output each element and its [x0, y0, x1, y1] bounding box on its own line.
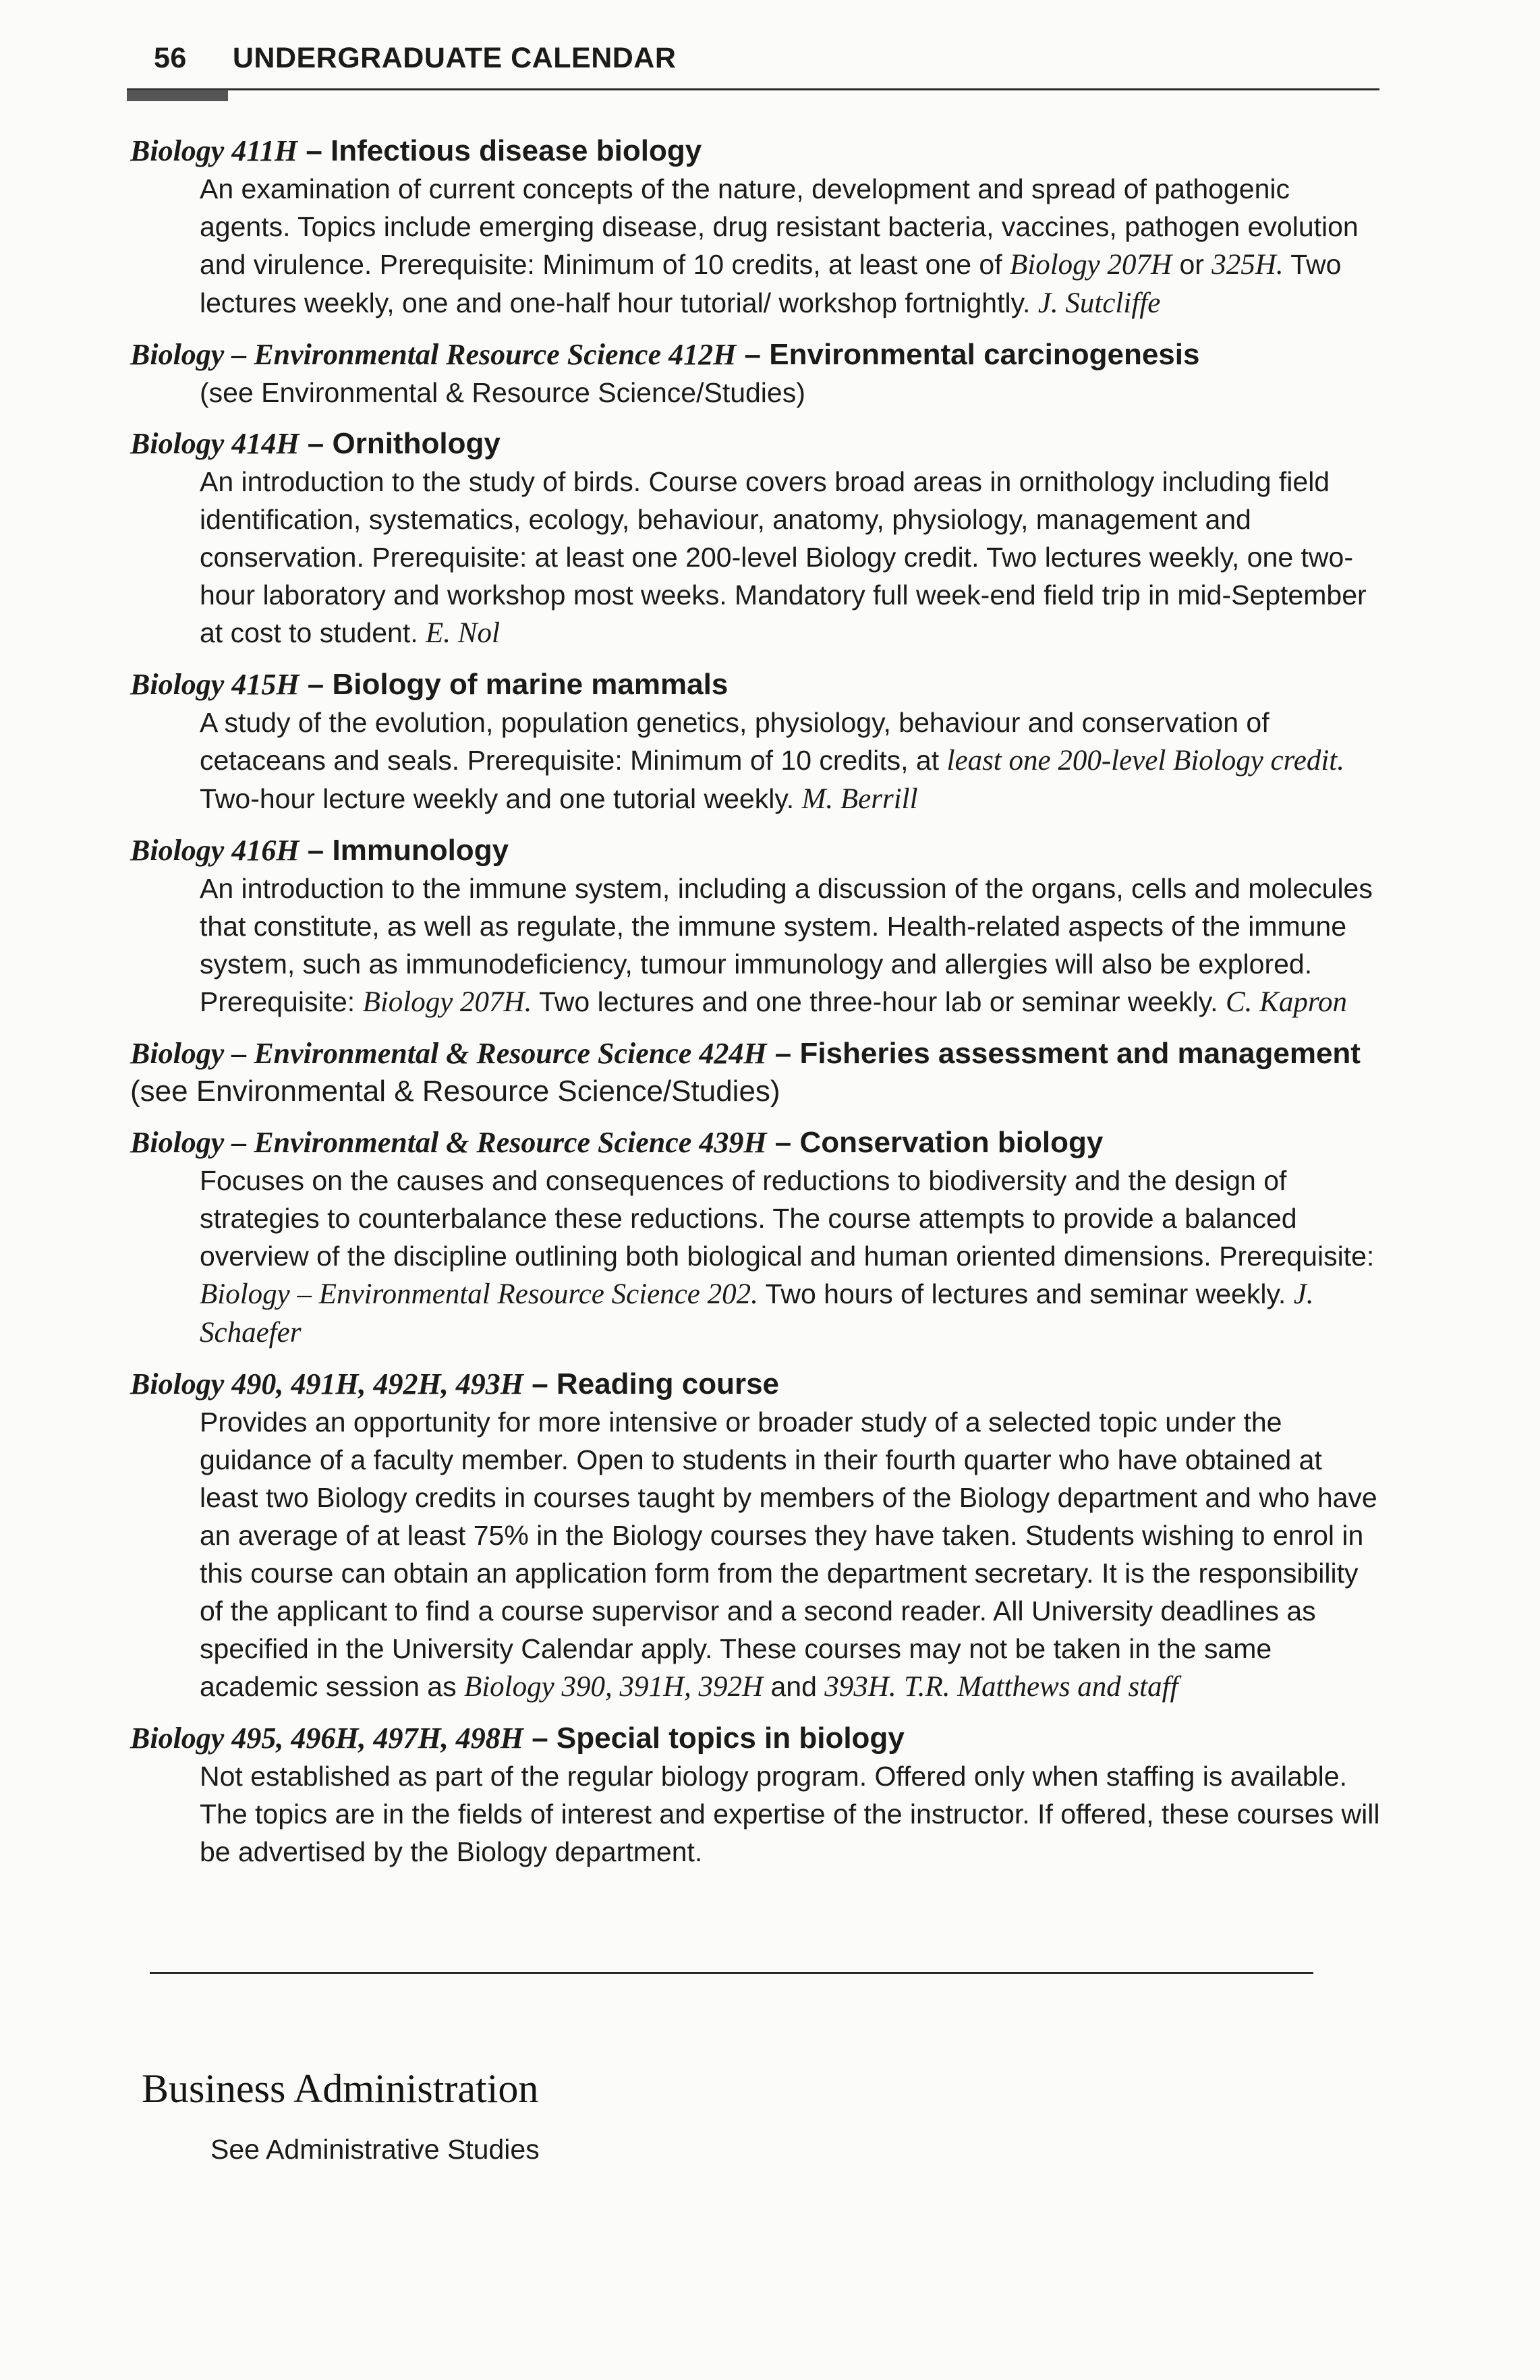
course-entry: [130, 425, 1385, 652]
course-title: Reading course: [556, 1367, 780, 1400]
course-code: Biology 414H: [130, 427, 300, 460]
course-description: A study of the evolution, population genetics, physiology, behaviour and conservation of cetaceans and seals. Prerequisite: Minimum of 10 credits, at least one 200-level Biology credit. Two-hour lecture weekly and one tutorial weekly. M. Berrill: [200, 707, 1344, 815]
section-divider: [150, 1972, 1313, 1974]
course-instructor: E. Nol: [426, 617, 500, 649]
course-code: Biology 416H: [130, 834, 300, 867]
course-heading: Biology – Environmental Resource Science 412H – Environmental carcinogenesis: [130, 338, 1200, 371]
course-heading: Biology 414H – Ornithology: [130, 427, 501, 460]
header-tab-mark: [127, 90, 228, 101]
course-title: Infectious disease biology: [331, 134, 702, 167]
course-entry: [130, 1124, 1385, 1352]
course-description: Focuses on the causes and consequences of reductions to biodiversity and the design of strategies to counterbalance these reductions. The course attempts to provide a balanced overview of the discipline outlining both biological and human oriented dimensions. Prerequisite: Biology – Environmental Resource Science 202. Two hours of lectures and seminar weekly. J. Schaefer: [200, 1165, 1375, 1349]
course-description: Not established as part of the regular biology program. Offered only when staffing is available. The topics are in the fields of interest and expertise of the instructor. If offered, these courses will be advertised by the Biology department.: [200, 1761, 1380, 1867]
course-instructor: T.R. Matthews and staff: [904, 1671, 1178, 1703]
course-entry: [130, 1720, 1385, 1871]
course-heading: Biology 416H – Immunology: [130, 834, 509, 867]
course-heading: Biology – Environmental & Resource Science 424H – Fisheries assessment and management (see Environmental & Resource Science/Studies): [130, 1037, 1361, 1108]
page-number: 56: [154, 42, 187, 74]
course-list: [130, 132, 1385, 1884]
course-code: Biology 490, 491H, 492H, 493H: [130, 1367, 523, 1400]
course-entry: [130, 132, 1385, 322]
course-description: An introduction to the immune system, including a discussion of the organs, cells and molecules that constitute, as well as regulate, the immune system. Health-related aspects of the immune system, such as immunodeficiency, tumour immunology and allergies will also be explored. Prerequisite: Biology 207H. Two lectures and one three-hour lab or seminar weekly. C. Kapron: [200, 873, 1373, 1018]
course-code: Biology – Environmental & Resource Science 439H: [130, 1126, 767, 1159]
cross-reference: (see Environmental & Resource Science/Studies): [200, 377, 805, 408]
course-description: Provides an opportunity for more intensive or broader study of a selected topic under the guidance of a faculty member. Open to students in their fourth quarter who have obtained at least two Biology credits in courses taught by members of the Biology department and who have an average of at least 75% in the Biology courses they have taken. Students wishing to enrol in this course can obtain an application form from the department secretary. It is the responsibility of the applicant to find a course supervisor and a second reader. All University deadlines as specified in the University Calendar apply. These courses may not be taken in the same academic session as Biology 390, 391H, 392H and 393H. T.R. Matthews and staff: [200, 1407, 1377, 1703]
course-description: An examination of current concepts of the nature, development and spread of pathogenic agents. Topics include emerging disease, drug resistant bacteria, vaccines, pathogen evolution and virulence. Prerequisite: Minimum of 10 credits, at least one of Biology 207H or 325H. Two lectures weekly, one and one-half hour tutorial/ workshop fortnightly. J. Sutcliffe: [200, 173, 1359, 319]
section-title: Business Administration: [142, 2066, 539, 2111]
section-note: See Administrative Studies: [210, 2134, 540, 2165]
running-title: UNDERGRADUATE CALENDAR: [232, 42, 677, 74]
course-heading: Biology 411H – Infectious disease biology: [130, 134, 702, 167]
course-entry: [130, 336, 1385, 412]
course-entry: [130, 1365, 1385, 1706]
course-instructor: J. Schaefer: [200, 1278, 1314, 1349]
course-description: An introduction to the study of birds. Course covers broad areas in ornithology including field identification, systematics, ecology, behaviour, anatomy, physiology, management and conservation. Prerequisite: at least one 200-level Biology credit. Two lectures weekly, one two-hour laboratory and workshop most weeks. Mandatory full week-end field trip in mid-September at cost to student. E. Nol: [200, 466, 1367, 649]
course-title: Ornithology: [332, 427, 501, 460]
cross-reference: (see Environmental & Resource Science/Studies): [130, 1075, 780, 1108]
course-title: Special topics in biology: [556, 1722, 905, 1755]
course-title: Conservation biology: [799, 1126, 1104, 1159]
course-title: Environmental carcinogenesis: [769, 338, 1200, 371]
course-code: Biology 415H: [130, 668, 300, 701]
page-header: [154, 42, 676, 75]
course-code: Biology – Environmental & Resource Science 424H: [130, 1037, 767, 1070]
course-code: Biology – Environmental Resource Science 412H: [130, 338, 737, 371]
course-entry: [130, 666, 1385, 818]
course-title: Fisheries assessment and management: [799, 1037, 1361, 1070]
course-heading: Biology – Environmental & Resource Science 439H – Conservation biology: [130, 1126, 1104, 1159]
course-title: Immunology: [332, 834, 509, 867]
course-heading: Biology 415H – Biology of marine mammals: [130, 668, 729, 701]
course-heading: Biology 495, 496H, 497H, 498H – Special topics in biology: [130, 1722, 905, 1755]
header-rule: [127, 88, 1379, 90]
course-code: Biology 495, 496H, 497H, 498H: [130, 1722, 523, 1755]
course-instructor: C. Kapron: [1225, 986, 1347, 1018]
course-entry: [130, 1035, 1385, 1110]
course-instructor: M. Berrill: [801, 783, 918, 815]
course-code: Biology 411H: [130, 134, 298, 167]
course-title: Biology of marine mammals: [332, 668, 729, 701]
course-entry: [130, 832, 1385, 1021]
course-heading: Biology 490, 491H, 492H, 493H – Reading course: [130, 1367, 780, 1400]
course-instructor: J. Sutcliffe: [1037, 287, 1161, 319]
